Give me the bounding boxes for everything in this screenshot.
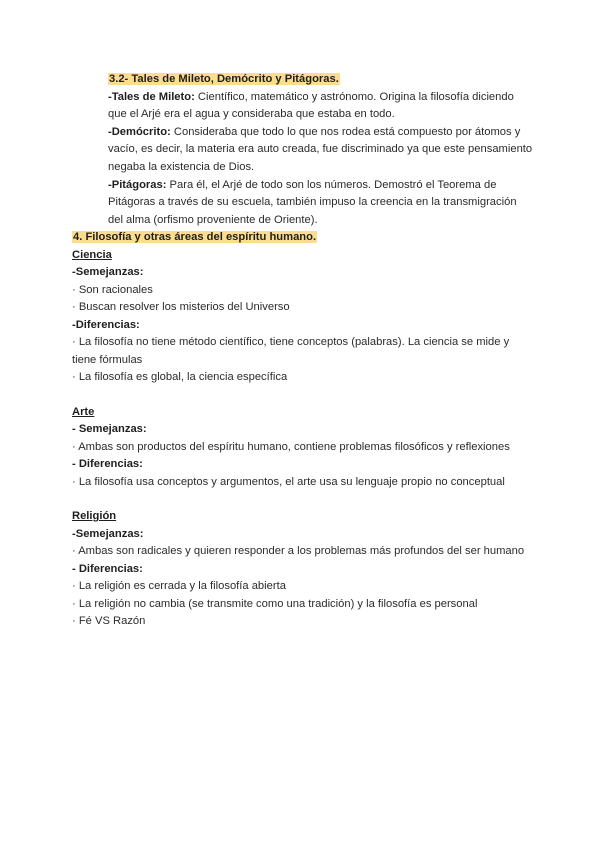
- pitagoras-line-1: [108, 177, 496, 195]
- arte-semejanzas-label: - Semejanzas:: [72, 423, 147, 435]
- tales-line-1: [108, 89, 514, 107]
- religion-diferencia-1: · La religión es cerrada y la filosofía abierta: [72, 580, 286, 592]
- ciencia-diferencia-1b: tiene fórmulas: [72, 354, 143, 366]
- democrito-line-1: [108, 124, 520, 142]
- arte-diferencia-1: · La filosofía usa conceptos y argumentos, el arte usa su lenguaje propio no conceptual: [72, 476, 505, 488]
- democrito-text-1: Consideraba que todo lo que nos rodea está compuesto por átomos y: [170, 126, 521, 138]
- arte-title: Arte: [72, 406, 95, 418]
- ciencia-diferencia-2: · La filosofía es global, la ciencia específica: [72, 371, 288, 383]
- democrito-line-3: negaba la existencia de Dios.: [108, 161, 255, 173]
- pitagoras-line-2: Pitágoras a través de su escuela, también impuso la creencia en la transmigración: [108, 196, 517, 208]
- ciencia-semejanza-2: · Buscan resolver los misterios del Universo: [72, 301, 290, 313]
- pitagoras-text-1: Para él, el Arjé de todo son los números. Demostró el Teorema de: [166, 179, 497, 191]
- religion-semejanza-1: · Ambas son radicales y quieren responder a los problemas más profundos del ser humano: [72, 545, 525, 557]
- religion-diferencia-3: · Fé VS Razón: [72, 615, 146, 627]
- religion-diferencia-2: · La religión no cambia (se transmite como una tradición) y la filosofía es personal: [72, 598, 478, 610]
- ciencia-title: Ciencia: [72, 249, 112, 261]
- religion-title: Religión: [72, 510, 117, 522]
- democrito-label: -Demócrito:: [108, 126, 171, 138]
- ciencia-semejanza-1: · Son racionales: [72, 284, 153, 296]
- section-4-heading-text: 4. Filosofía y otras áreas del espíritu humano.: [73, 231, 317, 243]
- ciencia-diferencias-label: -Diferencias:: [72, 319, 140, 331]
- ciencia-semejanzas-label: -Semejanzas:: [72, 266, 144, 278]
- democrito-line-2: vacío, es decir, la materia era auto creada, fue discriminado ya que este pensamiento: [108, 143, 533, 155]
- tales-line-2: que el Arjé era el agua y consideraba que estaba en todo.: [108, 108, 395, 120]
- tales-text-1: Científico, matemático y astrónomo. Origina la filosofía diciendo: [194, 91, 514, 103]
- pitagoras-label: -Pitágoras:: [108, 179, 167, 191]
- pitagoras-line-3: del alma (orfismo proveniente de Oriente).: [108, 214, 318, 226]
- religion-semejanzas-label: -Semejanzas:: [72, 528, 144, 540]
- arte-diferencias-label: - Diferencias:: [72, 458, 143, 470]
- religion-diferencias-label: - Diferencias:: [72, 563, 143, 575]
- tales-label: -Tales de Mileto:: [108, 91, 195, 103]
- section-4-heading: [72, 229, 317, 247]
- section-32-heading-text: 3.2- Tales de Mileto, Demócrito y Pitágoras.: [109, 73, 339, 85]
- ciencia-diferencia-1a: · La filosofía no tiene método científico, tiene conceptos (palabras). La ciencia se mide y: [72, 336, 510, 348]
- section-32-heading: [108, 71, 340, 89]
- arte-semejanza-1: · Ambas son productos del espíritu humano, contiene problemas filosóficos y reflexiones: [72, 441, 510, 453]
